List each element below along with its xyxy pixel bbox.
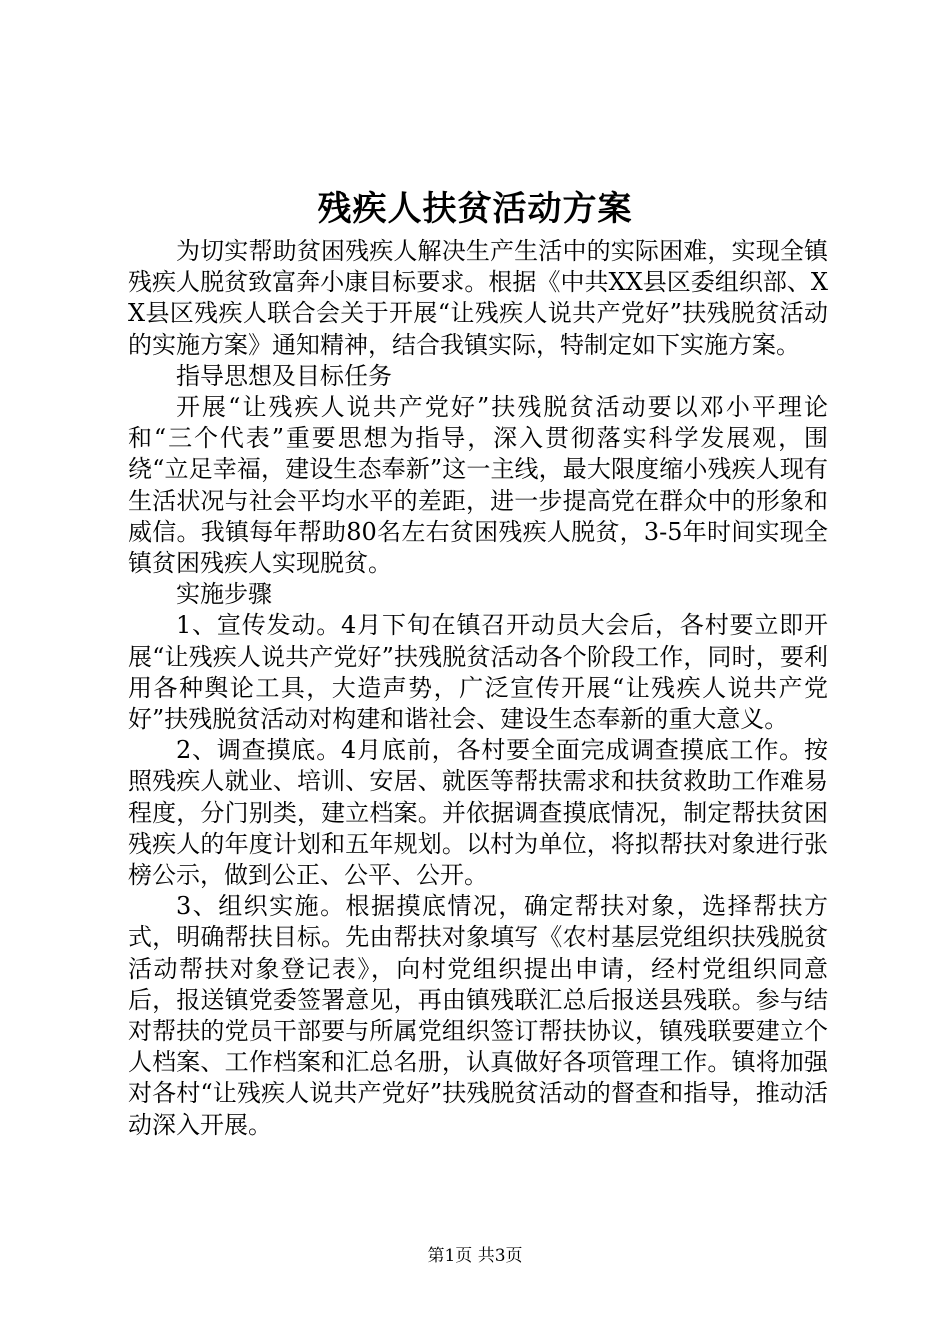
section-heading-implementation-steps: 实施步骤 [176, 580, 272, 609]
document-body [128, 236, 828, 1141]
intro-paragraph: 为切实帮助贫困残疾人解决生产生活中的实际困难，实现全镇残疾人脱贫致富奔小康目标要求。根据《中共XX县区委组织部、XX县区残疾人联合会关于开展“让残疾人说共产党好”扶残脱贫活动的实施方案》通知精神，结合我镇实际，特制定如下实施方案。 [128, 237, 828, 359]
step-1-paragraph: 1、宣传发动。4月下旬在镇召开动员大会后，各村要立即开展“让残疾人说共产党好”扶残脱贫活动各个阶段工作，同时，要利用各种舆论工具，大造声势，广泛宣传开展“让残疾人说共产党好”扶残脱贫活动对构建和谐社会、建设生态奉新的重大意义。 [128, 611, 828, 734]
page-number-footer: 第1页 共3页 [427, 1246, 523, 1266]
document-title: 残疾人扶贫活动方案 [317, 189, 633, 229]
step-3-paragraph: 3、组织实施。根据摸底情况，确定帮扶对象，选择帮扶方式，明确帮扶目标。先由帮扶对象填写《农村基层党组织扶残脱贫活动帮扶对象登记表》，向村党组织提出申请，经村党组织同意后，报送镇党委签署意见，再由镇残联汇总后报送县残联。参与结对帮扶的党员干部要与所属党组织签订帮扶协议，镇残联要建立个人档案、工作档案和汇总名册，认真做好各项管理工作。镇将加强对各村“让残疾人说共产党好”扶残脱贫活动的督查和指导，推动活动深入开展。 [128, 892, 828, 1139]
guiding-ideology-paragraph: 开展“让残疾人说共产党好”扶残脱贫活动要以邓小平理论和“三个代表”重要思想为指导，深入贯彻落实科学发展观，围绕“立足幸福，建设生态奉新”这一主线，最大限度缩小残疾人现有生活状况与社会平均水平的差距，进一步提高党在群众中的形象和威信。我镇每年帮助80名左右贫困残疾人脱贫，3-5年时间实现全镇贫困残疾人实现脱贫。 [128, 393, 828, 578]
section-heading-guiding-ideology: 指导思想及目标任务 [176, 361, 392, 390]
step-2-paragraph: 2、调查摸底。4月底前，各村要全面完成调查摸底工作。按照残疾人就业、培训、安居、就医等帮扶需求和扶贫救助工作难易程度，分门别类，建立档案。并依据调查摸底情况，制定帮扶贫困残疾人的年度计划和五年规划。以村为单位，将拟帮扶对象进行张榜公示，做到公正、公平、公开。 [128, 736, 828, 890]
